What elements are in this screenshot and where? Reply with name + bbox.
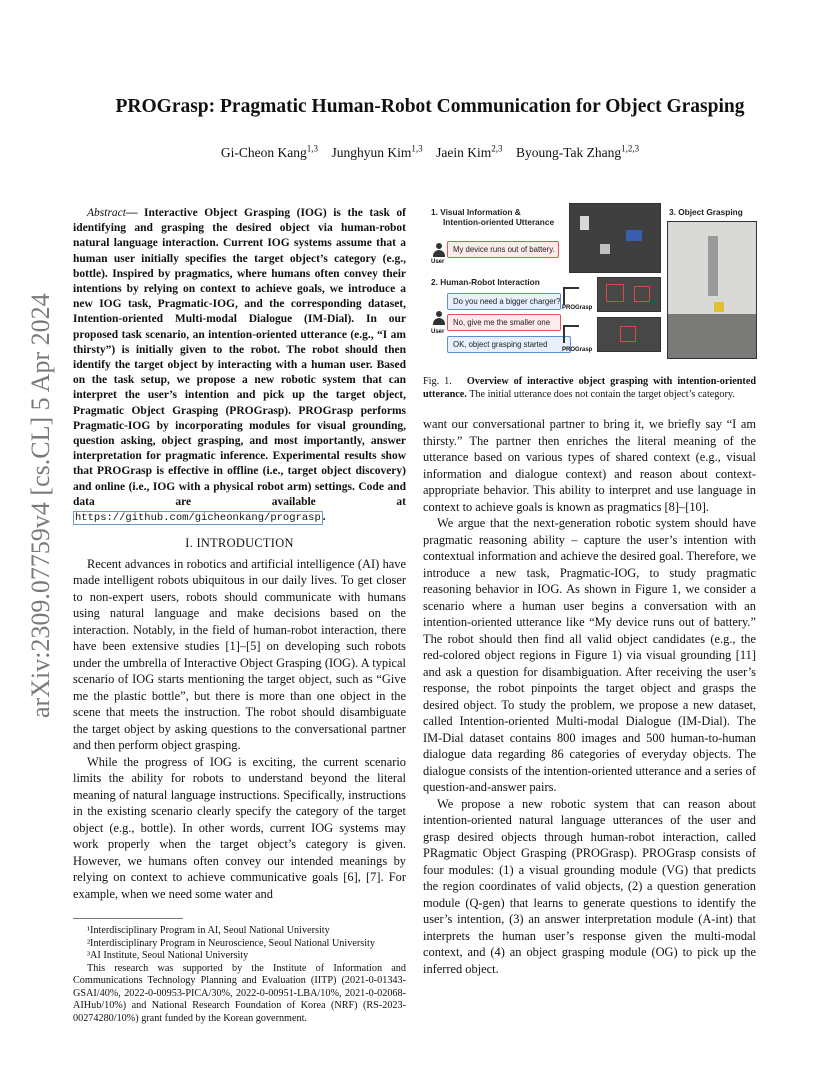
scene-photo-bottom (597, 317, 661, 352)
figure-caption: Fig. 1. Overview of interactive object grasping with intention-oriented utterance. The initial utterance does not contain the target object’s category. (423, 376, 757, 400)
bottle-shape (580, 216, 589, 230)
cup-shape (600, 244, 610, 254)
code-link[interactable]: https://github.com/gicheonkang/prograsp (75, 512, 321, 525)
author: Gi-Cheon Kang$^{1,3}$ (220, 143, 318, 160)
object-shape (714, 302, 724, 312)
footnote-rule (73, 918, 183, 919)
user-label: User (431, 259, 445, 265)
figure-label-3: 3. Object Grasping (669, 207, 743, 217)
figure-label-1b: Intention-oriented Utterance (443, 217, 555, 227)
user-label: User (431, 329, 445, 335)
paragraph: While the progress of IOG is exciting, the current scenario limits the ability for robots to understand beyond the literal meaning of natural language instructions. Specifically, instructions in the existing scenario clearly specify the category of the target object (e.g., bottle). In other words, current IOG systems may work properly when the target object’s category is given. However, we humans often convey our intended meanings by relying on context to achieve communicative goals [6], [7]. For example, when we need some water and (73, 754, 406, 901)
footnote: This research was supported by the Institute of Information and Communications Technology Planning and Evaluation (IITP) (2021-0-01343-GSAI/40%, 2022-0-00953-PICA/30%, 2022-0-00951-LBA/10%, 2021-0-02068-AIHub/10%) and National Research Foundation of Korea (NRF) (RS-2023-00274280/10%) grant funded by the Korean government. (73, 962, 406, 1024)
paragraph: Recent advances in robotics and artificial intelligence (AI) have made intelligent robots ubiquitous in our daily lives. To get closer to non-expert users, robots should communicate with humans using natural language and make decisions based on the interaction. Notably, in the field of human-robot interaction, there have been extensive studies [1]–[5] on developing such robots under the umbrella of Interactive Object Grasping (IOG). A typical scenario of IOG starts mentioning the target object, such as “Give me the plastic bottle”, but there is more than one object in the scene that meets the instruction. The robot should disambiguate the target object by asking questions to the conversational partner and then perform object grasping. (73, 556, 406, 753)
paragraph: We propose a new robotic system that can reason about intention-oriented natural language utterances of the user and grasp desired objects through human-robot interaction, called PRagmatic Object Grasping (PROGrasp). PROGrasp consists of four modules: (1) a visual grounding module (VG) that predicts the region coordinates of valid objects, (2) a question generation module (Q-gen) that learns to generate questions to identify the user’s intention, (3) an answer interpretation module (A-int) that interprets the human user’s response given the multi-modal context, and (4) an object grasping module (OG) to pick up the inferred object. (423, 796, 756, 976)
section-heading-introduction: I. INTRODUCTION (185, 536, 294, 551)
author-list (70, 143, 790, 161)
left-column (73, 206, 406, 1025)
author: Junghyun Kim$^{1,3}$ (331, 143, 423, 160)
right-column (423, 416, 756, 977)
user-answer: No, give me the smaller one (447, 314, 561, 331)
figure-1 (423, 203, 756, 359)
paragraph: want our conversational partner to bring it, we briefly say “I am thirsty.” The partner then enriches the literal meaning of the utterance based on various types of shared context (e.g., visual information and dialogue context) and reason about context-appropriate behavior. This ability to interpret and use language in context to achieve goals is known as pragmatics [8]–[10]. (423, 417, 756, 514)
author: Jaein Kim$^{2,3}$ (436, 143, 503, 160)
arxiv-identifier: arXiv:2309.07759v4 [cs.CL] 5 Apr 2024 (26, 293, 55, 718)
paper-title: PROGrasp: Pragmatic Human-Robot Communication for Object Grasping (115, 96, 745, 117)
red-region (620, 326, 636, 342)
red-region (606, 284, 624, 302)
red-region (634, 286, 650, 302)
robot-arm-icon (563, 325, 579, 343)
author: Byoung-Tak Zhang$^{1,2,3}$ (515, 143, 640, 160)
scene-photo-top (569, 203, 661, 273)
paragraph: We argue that the next-generation robotic system should have pragmatic reasoning ability – capture the user’s intention with contextual information and achieve the desired goal. Therefore, we introduce a new task, Pragmatic-IOG, to study pragmatic reasoning behavior in IOG. As shown in Figure 1, we consider a scenario where a human user begins a conversation with an intention-oriented utterance like “My device runs out of battery.” The robot should then find all valid object candidates (e.g., the red-colored object regions in Figure 1) via visual grounding [11] and ask a question for disambiguation. After receiving the user’s response, the robot pinpoints the target object and grasps the desired object. To study the problem, we propose a new dataset, called Intention-oriented Multi-modal Dialogue (IM-Dial). The IM-Dial dataset contains 800 images and 500 human-to-human dialogue data regarding 86 categories of everyday objects. The dialogue consists of the intention-oriented utterance and a series of question-and-answer pairs. (423, 516, 756, 794)
footnote: ¹Interdisciplinary Program in AI, Seoul National University (87, 925, 330, 937)
footnote: ³AI Institute, Seoul National University (87, 950, 249, 962)
agent-label: PROGrasp (562, 305, 593, 311)
agent-label: PROGrasp (562, 347, 593, 353)
grasping-photo (667, 221, 757, 359)
figure-label-2: 2. Human-Robot Interaction (431, 277, 540, 287)
scene-photo-mid (597, 277, 661, 312)
robot-arm-icon (563, 287, 579, 305)
box-shape (626, 230, 642, 241)
robot-question: Do you need a bigger charger? (447, 293, 561, 310)
robot-arm-shape (708, 236, 718, 296)
footnote: ²Interdisciplinary Program in Neuroscience, Seoul National University (87, 937, 375, 949)
figure-label-1: 1. Visual Information & (431, 207, 521, 217)
user-icon (433, 311, 445, 329)
table-shape (668, 314, 756, 358)
abstract: Abstract— Interactive Object Grasping (IOG) is the task of identifying and grasping the desired object via human-robot natural language interaction. Current IOG systems assume that a human user initially specifies the target object’s category (e.g., bottle). Inspired by pragmatics, where humans often convey their intentions by relying on context to achieve goals, we introduce a new IOG task, Pragmatic-IOG, and the corresponding dataset, Intention-oriented Multi-modal Dialogue (IM-Dial). In our proposed task scenario, an intention-oriented utterance (e.g., “I am thirsty”) is initially given to the robot. The robot should then identify the target object by interacting with a human user. Based on the task setup, we propose a new robotic system that can interpret the user’s intention and pick up the target object, Pragmatic Object Grasping (PROGrasp). PROGrasp performs Pragmatic-IOG by incorporating modules for visual grounding, question asking, object grasping, and most importantly, answer interpretation for pragmatic inference. Experimental results show that PROGrasp is effective in offline (i.e., target object discovery) and online (i.e., IOG with a physical robot arm) settings. Code and data are available at https://github.com/gicheonkang/prograsp . (73, 207, 406, 525)
user-utterance-1: My device runs out of battery. (447, 241, 559, 258)
robot-response: OK, object grasping started (447, 336, 571, 353)
